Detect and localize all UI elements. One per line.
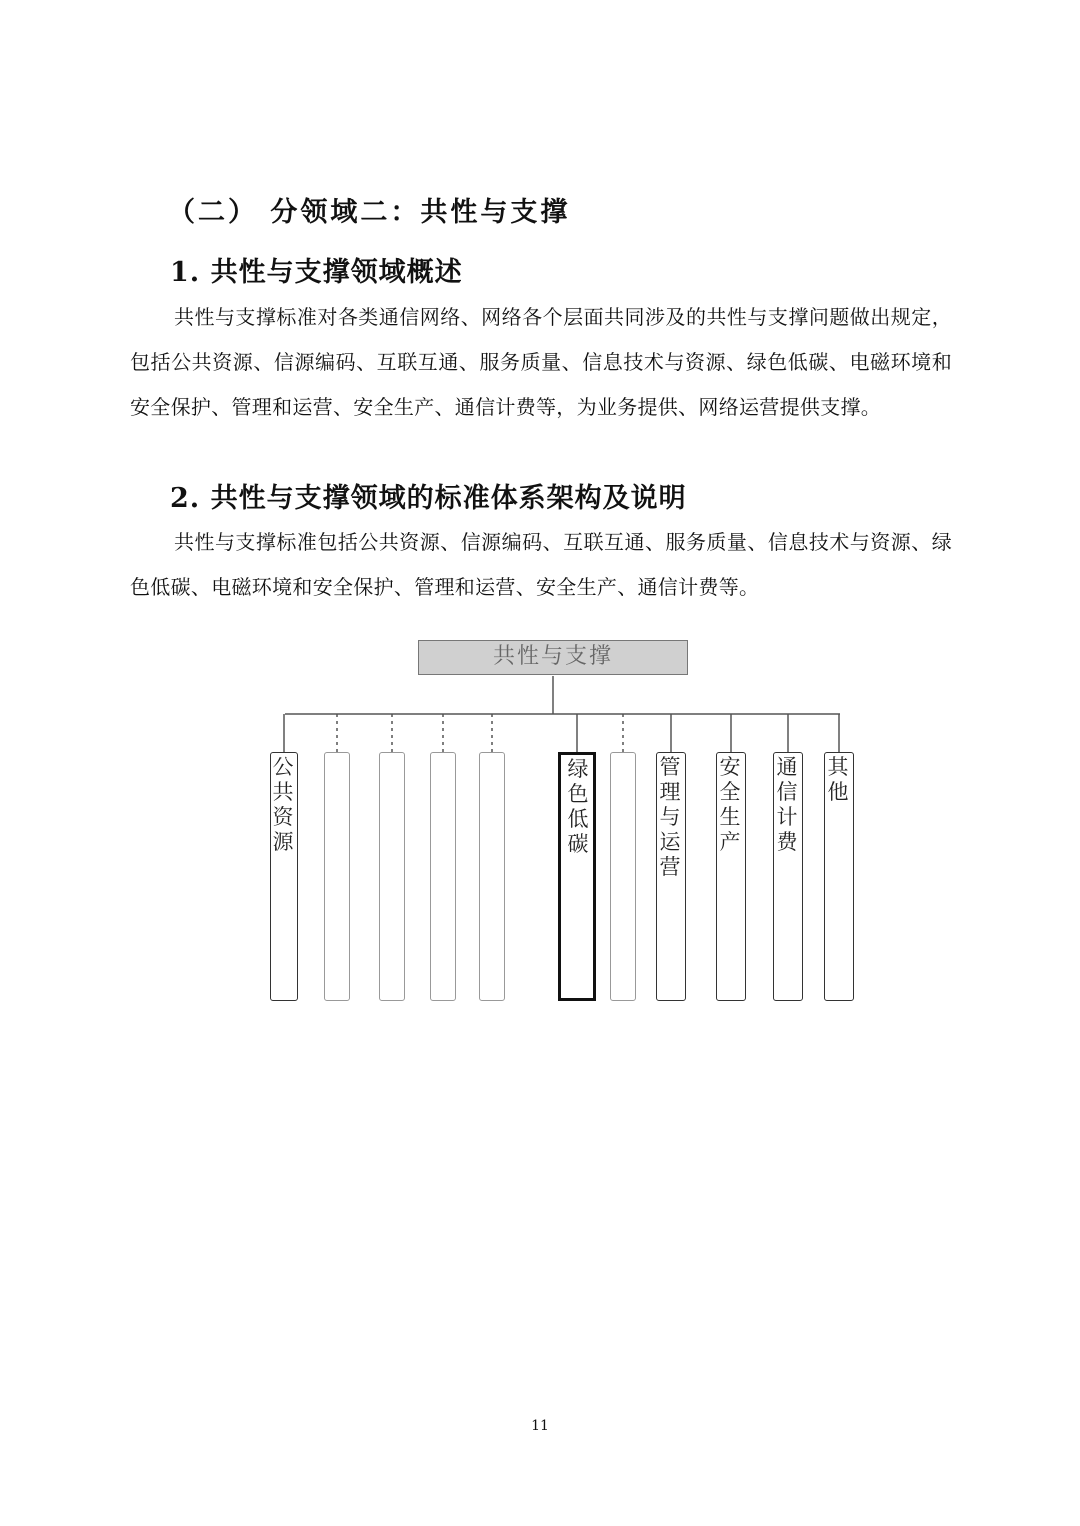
diagram-branch-label: 管理与运营 bbox=[659, 755, 681, 879]
diagram-branch-label: 通信计费 bbox=[776, 755, 798, 854]
diagram-branch-label: 公共资源 bbox=[272, 755, 294, 854]
diagram-branch-node bbox=[324, 752, 350, 1001]
diagram-branch-label: 安全生产 bbox=[719, 755, 741, 854]
diagram-branch-node bbox=[558, 752, 596, 1001]
page-number: 11 bbox=[531, 1418, 549, 1434]
diagram-branch-node bbox=[479, 752, 505, 1001]
diagram-branch-node bbox=[773, 752, 803, 1001]
architecture-paragraph: 共性与支撑标准包括公共资源、信源编码、互联互通、服务质量、信息技术与资源、绿色低碳、电磁环境和安全保护、管理和运营、安全生产、通信计费等。 bbox=[130, 530, 952, 599]
diagram-branch-node bbox=[430, 752, 456, 1001]
diagram-branch-node bbox=[379, 752, 405, 1001]
diagram-branch-node bbox=[824, 752, 854, 1001]
diagram-branch-node bbox=[270, 752, 298, 1001]
diagram-branch-node bbox=[656, 752, 686, 1001]
diagram-branch-node bbox=[716, 752, 746, 1001]
diagram-branch-label: 其他 bbox=[827, 755, 849, 804]
diagram-branch-label: 绿色低碳 bbox=[567, 757, 589, 856]
diagram-root-node: 共性与支撑 bbox=[418, 640, 688, 675]
section-heading: （二） 分领域二：共性与支撑 bbox=[168, 197, 571, 228]
diagram-branch-node bbox=[610, 752, 636, 1001]
subsection-heading-architecture: 2. 共性与支撑领域的标准体系架构及说明 bbox=[170, 483, 687, 514]
overview-paragraph: 共性与支撑标准对各类通信网络、网络各个层面共同涉及的共性与支撑问题做出规定，包括公共资源、信源编码、互联互通、服务质量、信息技术与资源、绿色低碳、电磁环境和安全保护、管理和运营、安全生产、通信计费等，为业务提供、网络运营提供支撑。 bbox=[130, 305, 952, 419]
subsection-heading-overview: 1. 共性与支撑领域概述 bbox=[170, 257, 463, 288]
